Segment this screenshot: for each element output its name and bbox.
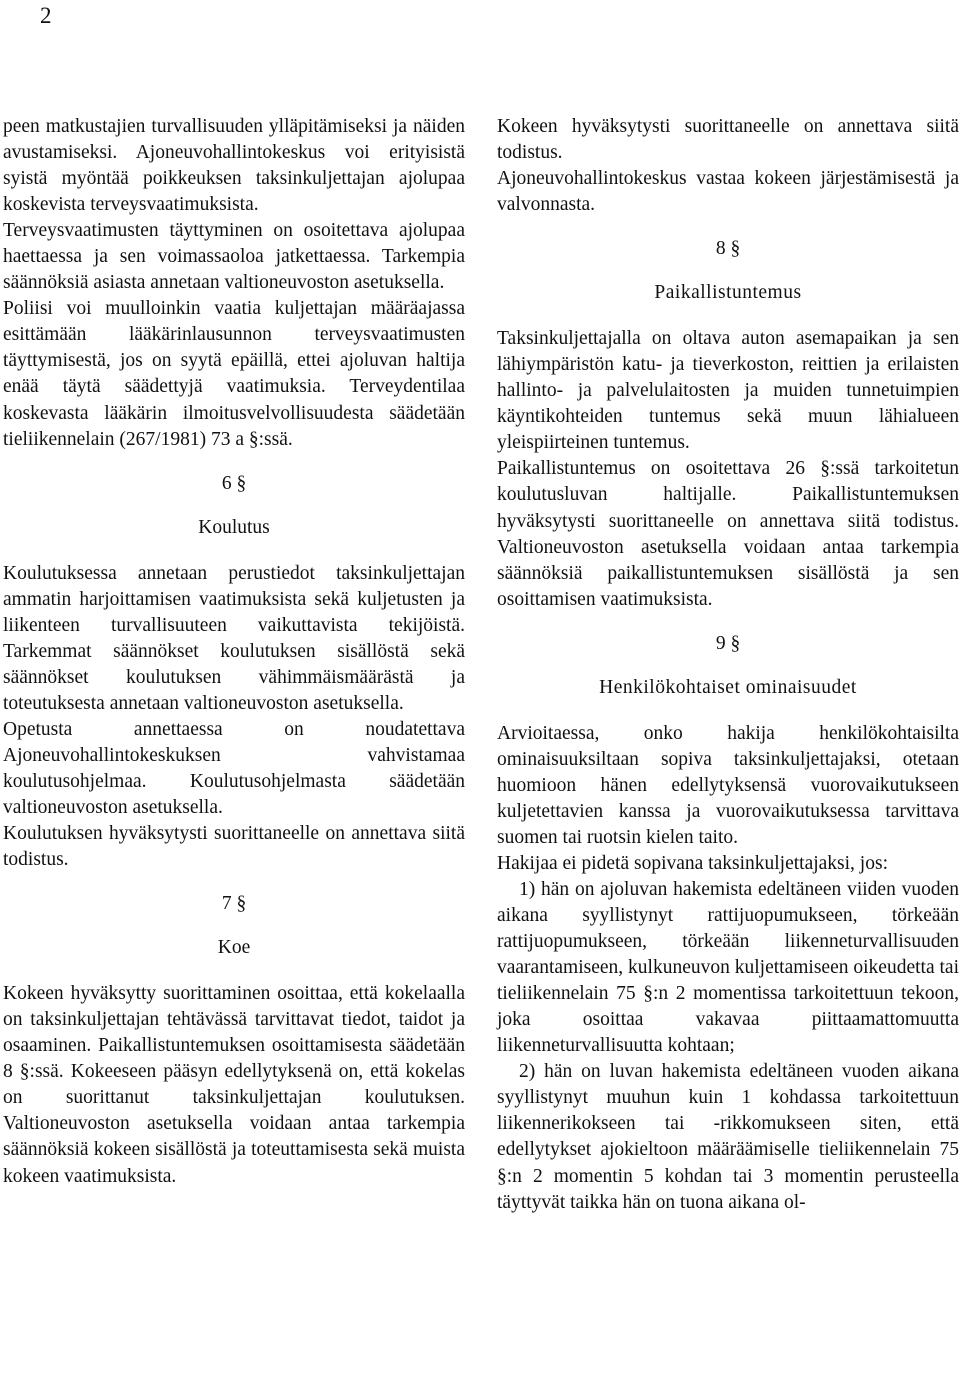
paragraph: Taksinkuljettajalla on oltava auton asemapaikan ja sen lähiympäristön katu- ja tieverkoston, reittien ja erilaisten hallinto- ja palvelulaitosten ja muiden tunnetuimpien käyntikohteiden tuntemus sekä muun lähialueen yleispiirteinen tuntemus. xyxy=(497,328,959,454)
section-number: 7 § xyxy=(221,893,247,915)
list-item: 2) hän on luvan hakemista edeltäneen vuoden aikana syyllistynyt muuhun kuin 1 kohdassa tarkoitettuun liikennerikokseen tai -rikkomukseen siten, että edellytykset ajokieltoon määräämiselle tieliikennelain 75 §:n 2 momentin 5 kohdan tai 3 momentin perusteella täyttyvät taikka hän on tuona aikana ol- xyxy=(497,1061,959,1213)
paragraph: Kokeen hyväksytty suorittaminen osoittaa, että kokelaalla on taksinkuljettajan tehtävässä tarvittavat tiedot, taidot ja osaaminen. Paikallistuntemuksen osoittamisesta säädetään 8 §:ssä. Kokeeseen pääsyn edellytyksenä on, että kokelas on suorittanut taksinkuljettajan koulutuksen. Valtioneuvoston asetuksella voidaan antaa tarkempia säännöksiä kokeen sisällöstä ja toteuttamisesta sekä muista kokeen vaatimuksista. xyxy=(3,983,465,1187)
section-number: 8 § xyxy=(715,238,741,260)
section-number: 6 § xyxy=(221,472,247,494)
paragraph: Arvioitaessa, onko hakija henkilökohtaisilta ominaisuuksiltaan sopiva taksinkuljettajaksi, otetaan huomioon hänen edellytyksensä vuorovaikutukseen kuljetettavien kanssa ja vuorovaikutuksessa tarvittava suomen tai ruotsin kielen taito. xyxy=(497,722,959,848)
paragraph: Koulutuksessa annetaan perustiedot taksinkuljettajan ammatin harjoittamisen vaatimuksista sekä kuljetusten ja liikenteen turvallisuuteen vaikuttavista tekijöistä. Tarkemmat säännökset koulutuksen sisällöstä sekä säännökset koulutuksen vähimmäismäärästä ja toteutuksesta annetaan valtioneuvoston asetuksella. xyxy=(3,562,465,714)
paragraph: Terveysvaatimusten täyttyminen on osoitettava ajolupaa haettaessa ja sen voimassaoloa jatkettaessa. Tarkempia säännöksiä asiasta annetaan valtioneuvoston asetuksella. xyxy=(3,220,465,294)
paragraph: Paikallistuntemus on osoitettava 26 §:ssä tarkoitetun koulutusluvan haltijalle. Paikallistuntemuksen hyväksytysti suorittaneelle on annettava siitä todistus. Valtioneuvoston asetuksella voidaan antaa tarkempia säännöksiä paikallistuntemuksen sisällöstä ja sen osoittamisen vaatimuksista. xyxy=(497,458,959,610)
right-column xyxy=(497,114,959,1216)
paragraph: Poliisi voi muulloinkin vaatia kuljettajan määräajassa esittämään lääkärinlausunnon terveysvaatimusten täyttymisestä, jos on syytä epäillä, ettei ajoluvan haltija enää täytä säädettyjä vaatimuksia. Terveydentilaa koskevasta lääkärin ilmoitusvelvollisuudesta säädetään tieliikennelain (267/1981) 73 a §:ssä. xyxy=(3,298,465,450)
paragraph: Hakijaa ei pidetä sopivana taksinkuljettajaksi, jos: xyxy=(497,852,888,874)
paragraph: Kokeen hyväksytysti suorittaneelle on annettava siitä todistus. xyxy=(497,116,959,164)
section-number: 9 § xyxy=(715,632,741,654)
section-title: Henkilökohtaiset ominaisuudet xyxy=(599,676,857,698)
left-column xyxy=(3,114,465,1190)
list-item: 1) hän on ajoluvan hakemista edeltäneen viiden vuoden aikana syyllistynyt rattijuopumukseen, törkeään rattijuopumukseen, törkeään liikenneturvallisuuden vaarantamiseen, kulkuneuvon kuljettamiseen oikeudetta tai tieliikennelain 75 §:n 2 momentissa tarkoitettuun tekoon, joka osoittaa vakavaa piittaamattomuutta liikenneturvallisuutta kohtaan; xyxy=(497,878,959,1057)
page-number: 2 xyxy=(40,3,52,28)
section-title: Paikallistuntemus xyxy=(654,282,802,304)
paragraph: Opetusta annettaessa on noudatettava Ajoneuvohallintokeskuksen vahvistamaa koulutusohjelmaa. Koulutusohjelmasta säädetään valtioneuvoston asetuksella. xyxy=(3,718,465,819)
paragraph: Ajoneuvohallintokeskus vastaa kokeen järjestämisestä ja valvonnasta. xyxy=(497,168,959,216)
paragraph: peen matkustajien turvallisuuden ylläpitämiseksi ja näiden avustamiseksi. Ajoneuvohallintokeskus voi erityisistä syistä myöntää poikkeuksen taksinkuljettajan ajolupaa koskevista terveysvaatimuksista. xyxy=(3,116,465,216)
section-title: Koe xyxy=(217,937,251,959)
section-title: Koulutus xyxy=(198,516,270,538)
paragraph: Koulutuksen hyväksytysti suorittaneelle on annettava siitä todistus. xyxy=(3,823,465,871)
